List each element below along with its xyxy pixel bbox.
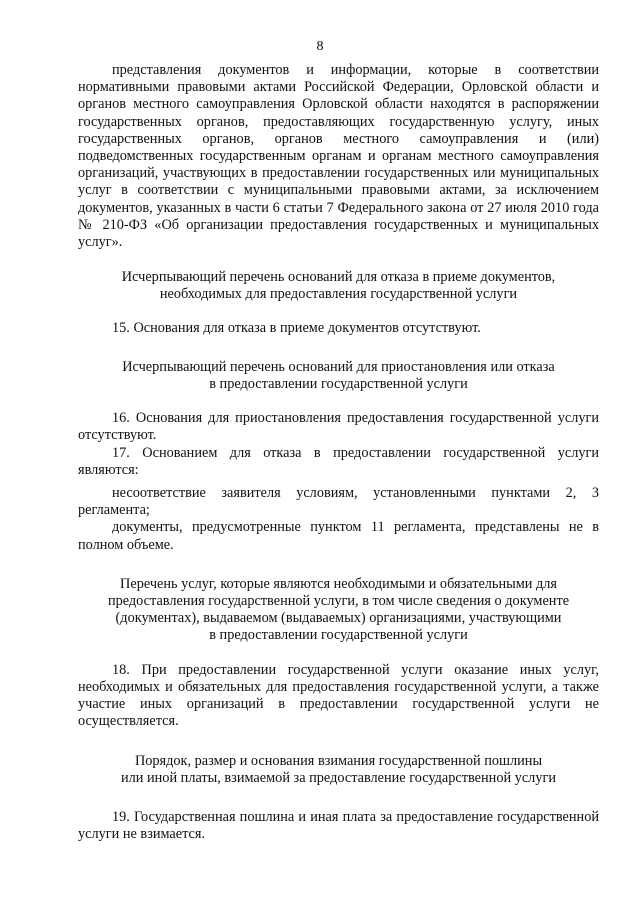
paragraph-18: 18. При предоставлении государственной услуги оказание иных услуг, необходимых и обязательных для предоставления государственной услуги, а также участие иных организаций в предоставлении государственной услуги не осуществляется.	[78, 661, 599, 730]
heading-line: в предоставлении государственной услуги	[209, 627, 468, 644]
heading-refusal-grounds-acceptance	[78, 269, 599, 303]
heading-line: необходимых для предоставления государственной услуги	[159, 286, 518, 303]
page-number: 8	[316, 39, 324, 54]
heading-line: Порядок, размер и основания взимания государственной пошлины	[134, 752, 543, 769]
paragraph-documents-info: представления документов и информации, которые в соответствии нормативными правовыми актами Российской Федерации, Орловской области и органов местного самоуправления Орловской области находятся в распоряжении государственных органов, предоставляющих государственную услугу, иных государственных органов, органов местного самоуправления и (или) подведомственных государственным органам и органам местного самоуправления организаций, участвующих в предоставлении государственных или муниципальных услуг в соответствии с муниципальными правовыми актами, за исключением документов, указанных в части 6 статьи 7 Федерального закона от 27 июля 2010 года № 210-ФЗ «Об организации предоставления государственных и муниципальных услуг».	[78, 62, 599, 251]
heading-line: (документах), выдаваемом (выдаваемых) организациями, участвующими	[115, 610, 562, 627]
heading-state-fee	[78, 753, 599, 787]
paragraph-16: 16. Основания для приостановления предоставления государственной услуги отсутствуют.	[78, 410, 599, 444]
paragraph-19: 19. Государственная пошлина и иная плата за предоставление государственной услуги не взимается.	[78, 808, 599, 843]
document-body	[78, 62, 599, 843]
paragraph-17-item-1: несоответствие заявителя условиям, установленными пунктами 2, 3 регламента;	[78, 485, 599, 519]
heading-line: предоставления государственной услуги, в том числе сведения о документе	[107, 593, 570, 610]
heading-line: в предоставлении государственной услуги	[209, 376, 468, 393]
paragraph-15: 15. Основания для отказа в приеме документов отсутствуют.	[112, 319, 481, 336]
heading-line: Перечень услуг, которые являются необходимыми и обязательными для	[120, 575, 557, 592]
paragraph-17: 17. Основанием для отказа в предоставлении государственной услуги являются:	[78, 444, 599, 478]
heading-line: Исчерпывающий перечень оснований для приостановления или отказа	[122, 358, 555, 375]
heading-line: Исчерпывающий перечень оснований для отказа в приеме документов,	[121, 269, 556, 286]
heading-suspension-refusal-grounds	[78, 359, 599, 393]
heading-line: или иной платы, взимаемой за предоставление государственной услуги	[120, 769, 556, 786]
paragraph-17-item-2: документы, предусмотренные пунктом 11 регламента, представлены не в полном объеме.	[78, 519, 599, 553]
heading-necessary-services	[78, 576, 599, 645]
